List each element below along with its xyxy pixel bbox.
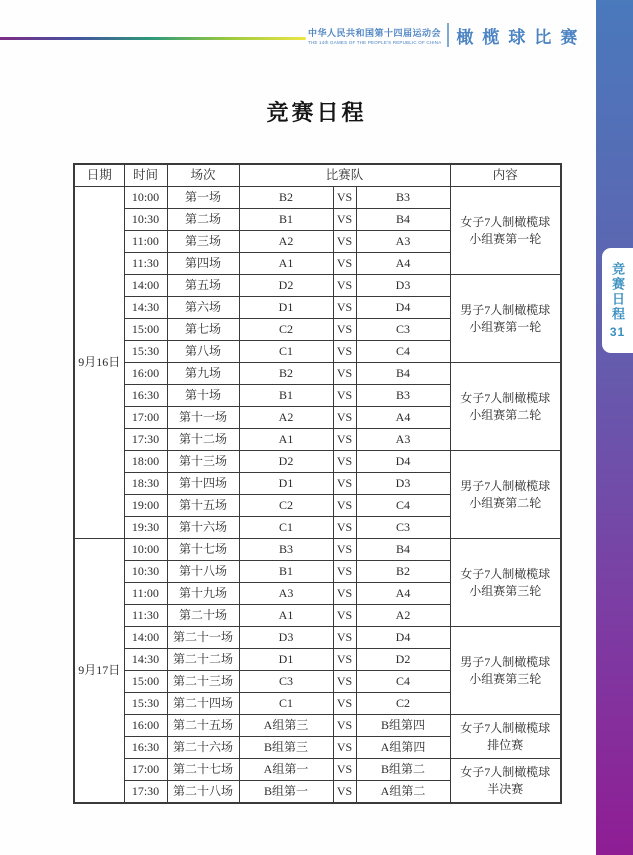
team2-cell: C4 [356,341,450,363]
match-cell: 第十七场 [167,539,239,561]
vs-cell: VS [333,231,356,253]
page-edge-sidebar [596,0,633,855]
team2-cell: B组第四 [356,715,450,737]
team2-cell: D4 [356,451,450,473]
team1-cell: A1 [239,253,333,275]
schedule-row [74,363,561,385]
col-header-time: 时间 [124,164,167,187]
team1-cell: A2 [239,407,333,429]
team2-cell: C4 [356,495,450,517]
team2-cell: C4 [356,671,450,693]
vs-cell: VS [333,407,356,429]
time-cell: 16:30 [124,737,167,759]
page-number: 31 [609,325,626,339]
time-cell: 14:00 [124,275,167,297]
time-cell: 17:00 [124,407,167,429]
match-cell: 第十九场 [167,583,239,605]
team2-cell: D4 [356,297,450,319]
team2-cell: A组第二 [356,781,450,804]
content-line-2: 小组赛第三轮 [469,671,542,686]
team1-cell: B1 [239,385,333,407]
vs-cell: VS [333,759,356,781]
match-cell: 第十三场 [167,451,239,473]
team2-cell: C2 [356,693,450,715]
team2-cell: B组第二 [356,759,450,781]
content-line-1: 女子7人制橄榄球 [460,566,551,581]
team2-cell: C3 [356,319,450,341]
team1-cell: B2 [239,363,333,385]
time-cell: 11:00 [124,583,167,605]
vs-cell: VS [333,561,356,583]
chapter-tab [602,248,633,353]
match-cell: 第二十四场 [167,693,239,715]
time-cell: 17:30 [124,429,167,451]
content-line-2: 小组赛第一轮 [469,231,542,246]
team1-cell: C2 [239,319,333,341]
vs-cell: VS [333,671,356,693]
content-line-1: 男子7人制橄榄球 [460,654,551,669]
match-cell: 第二十三场 [167,671,239,693]
match-cell: 第二十一场 [167,627,239,649]
schedule-row [74,275,561,297]
team2-cell: A2 [356,605,450,627]
content-cell [450,715,561,759]
time-cell: 16:00 [124,715,167,737]
vs-cell: VS [333,275,356,297]
match-cell: 第二十六场 [167,737,239,759]
team1-cell: D3 [239,627,333,649]
team2-cell: D3 [356,275,450,297]
time-cell: 16:30 [124,385,167,407]
match-cell: 第九场 [167,363,239,385]
time-cell: 15:30 [124,693,167,715]
match-cell: 第二十七场 [167,759,239,781]
team1-cell: C2 [239,495,333,517]
team1-cell: C1 [239,341,333,363]
content-cell [450,187,561,275]
time-cell: 14:30 [124,297,167,319]
vs-cell: VS [333,297,356,319]
vs-cell: VS [333,363,356,385]
vs-cell: VS [333,649,356,671]
team1-cell: B1 [239,561,333,583]
schedule-row [74,451,561,473]
team2-cell: D4 [356,627,450,649]
vs-cell: VS [333,187,356,209]
team1-cell: A2 [239,231,333,253]
organization-title-cn: 中华人民共和国第十四届运动会 [308,27,442,38]
team2-cell: A组第四 [356,737,450,759]
content-line-1: 女子7人制橄榄球 [460,214,551,229]
team2-cell: A3 [356,231,450,253]
match-cell: 第二十二场 [167,649,239,671]
time-cell: 10:30 [124,561,167,583]
time-cell: 10:00 [124,539,167,561]
schedule-table-body [74,187,561,804]
team1-cell: C3 [239,671,333,693]
team1-cell: D2 [239,451,333,473]
vs-cell: VS [333,715,356,737]
organization-title-block [308,26,441,45]
content-line-2: 半决赛 [487,781,524,796]
match-cell: 第十场 [167,385,239,407]
col-header-match: 场次 [167,164,239,187]
time-cell: 11:30 [124,253,167,275]
content-line-2: 排位赛 [487,737,524,752]
col-header-content: 内容 [450,164,561,187]
match-cell: 第八场 [167,341,239,363]
team1-cell: B组第一 [239,781,333,804]
time-cell: 17:00 [124,759,167,781]
organization-title-en: THE 14th GAMES OF THE PEOPLE'S REPUBLIC OF CHINA [308,39,442,45]
vs-cell: VS [333,583,356,605]
vs-cell: VS [333,385,356,407]
team2-cell: D3 [356,473,450,495]
match-cell: 第二十场 [167,605,239,627]
col-header-date: 日期 [74,164,124,187]
team2-cell: A4 [356,407,450,429]
schedule-row [74,759,561,781]
date-cell: 9月17日 [74,539,124,804]
match-cell: 第十六场 [167,517,239,539]
schedule-row [74,539,561,561]
vs-cell: VS [333,517,356,539]
match-cell: 第七场 [167,319,239,341]
match-cell: 第十四场 [167,473,239,495]
competition-schedule-table [73,163,562,804]
content-line-1: 女子7人制橄榄球 [460,390,551,405]
match-cell: 第十八场 [167,561,239,583]
vs-cell: VS [333,451,356,473]
team2-cell: A4 [356,583,450,605]
vs-cell: VS [333,737,356,759]
schedule-row [74,187,561,209]
team1-cell: D2 [239,275,333,297]
team2-cell: B4 [356,209,450,231]
content-line-2: 小组赛第三轮 [469,583,542,598]
match-cell: 第三场 [167,231,239,253]
team2-cell: B4 [356,363,450,385]
time-cell: 15:30 [124,341,167,363]
vs-cell: VS [333,605,356,627]
team1-cell: A组第三 [239,715,333,737]
match-cell: 第二十五场 [167,715,239,737]
vs-cell: VS [333,209,356,231]
team1-cell: B3 [239,539,333,561]
time-cell: 19:00 [124,495,167,517]
page-title: 竞赛日程 [266,100,367,125]
team2-cell: B2 [356,561,450,583]
match-cell: 第十一场 [167,407,239,429]
content-cell [450,627,561,715]
vs-cell: VS [333,627,356,649]
vs-cell: VS [333,253,356,275]
time-cell: 17:30 [124,781,167,804]
content-line-2: 小组赛第二轮 [469,407,542,422]
schedule-row [74,627,561,649]
team1-cell: A1 [239,429,333,451]
time-cell: 11:00 [124,231,167,253]
vs-cell: VS [333,429,356,451]
team2-cell: B3 [356,385,450,407]
match-cell: 第十五场 [167,495,239,517]
content-line-2: 小组赛第二轮 [469,495,542,510]
vs-cell: VS [333,473,356,495]
team1-cell: B组第三 [239,737,333,759]
team1-cell: A3 [239,583,333,605]
header-gradient-line [0,37,306,40]
time-cell: 14:30 [124,649,167,671]
time-cell: 18:30 [124,473,167,495]
vs-cell: VS [333,319,356,341]
vs-cell: VS [333,539,356,561]
time-cell: 19:30 [124,517,167,539]
content-cell [450,363,561,451]
vs-cell: VS [333,341,356,363]
match-cell: 第十二场 [167,429,239,451]
team1-cell: B1 [239,209,333,231]
team1-cell: A组第一 [239,759,333,781]
team2-cell: C3 [356,517,450,539]
content-cell [450,539,561,627]
match-cell: 第五场 [167,275,239,297]
team2-cell: A3 [356,429,450,451]
match-cell: 第四场 [167,253,239,275]
header-divider [447,23,449,47]
match-cell: 第一场 [167,187,239,209]
team1-cell: C1 [239,517,333,539]
schedule-row [74,715,561,737]
time-cell: 11:30 [124,605,167,627]
match-cell: 第六场 [167,297,239,319]
content-line-2: 小组赛第一轮 [469,319,542,334]
team1-cell: A1 [239,605,333,627]
time-cell: 15:00 [124,671,167,693]
table-header-row [74,164,561,187]
vs-cell: VS [333,781,356,804]
content-line-1: 女子7人制橄榄球 [460,720,551,735]
team1-cell: D1 [239,473,333,495]
team1-cell: D1 [239,297,333,319]
team1-cell: C1 [239,693,333,715]
content-line-1: 男子7人制橄榄球 [460,302,551,317]
team1-cell: B2 [239,187,333,209]
event-title: 橄榄球比赛 [456,27,587,47]
match-cell: 第二场 [167,209,239,231]
time-cell: 14:00 [124,627,167,649]
content-cell [450,759,561,804]
col-header-teams: 比赛队 [239,164,450,187]
time-cell: 10:30 [124,209,167,231]
match-cell: 第二十八场 [167,781,239,804]
chapter-tab-label: 竞赛日程 [610,262,625,322]
time-cell: 15:00 [124,319,167,341]
team2-cell: B3 [356,187,450,209]
time-cell: 18:00 [124,451,167,473]
content-cell [450,451,561,539]
team2-cell: A4 [356,253,450,275]
vs-cell: VS [333,495,356,517]
team2-cell: B4 [356,539,450,561]
team1-cell: D1 [239,649,333,671]
team2-cell: D2 [356,649,450,671]
time-cell: 10:00 [124,187,167,209]
content-line-1: 男子7人制橄榄球 [460,478,551,493]
page-header [308,18,586,52]
content-line-1: 女子7人制橄榄球 [460,764,551,779]
time-cell: 16:00 [124,363,167,385]
vs-cell: VS [333,693,356,715]
content-cell [450,275,561,363]
date-cell: 9月16日 [74,187,124,539]
